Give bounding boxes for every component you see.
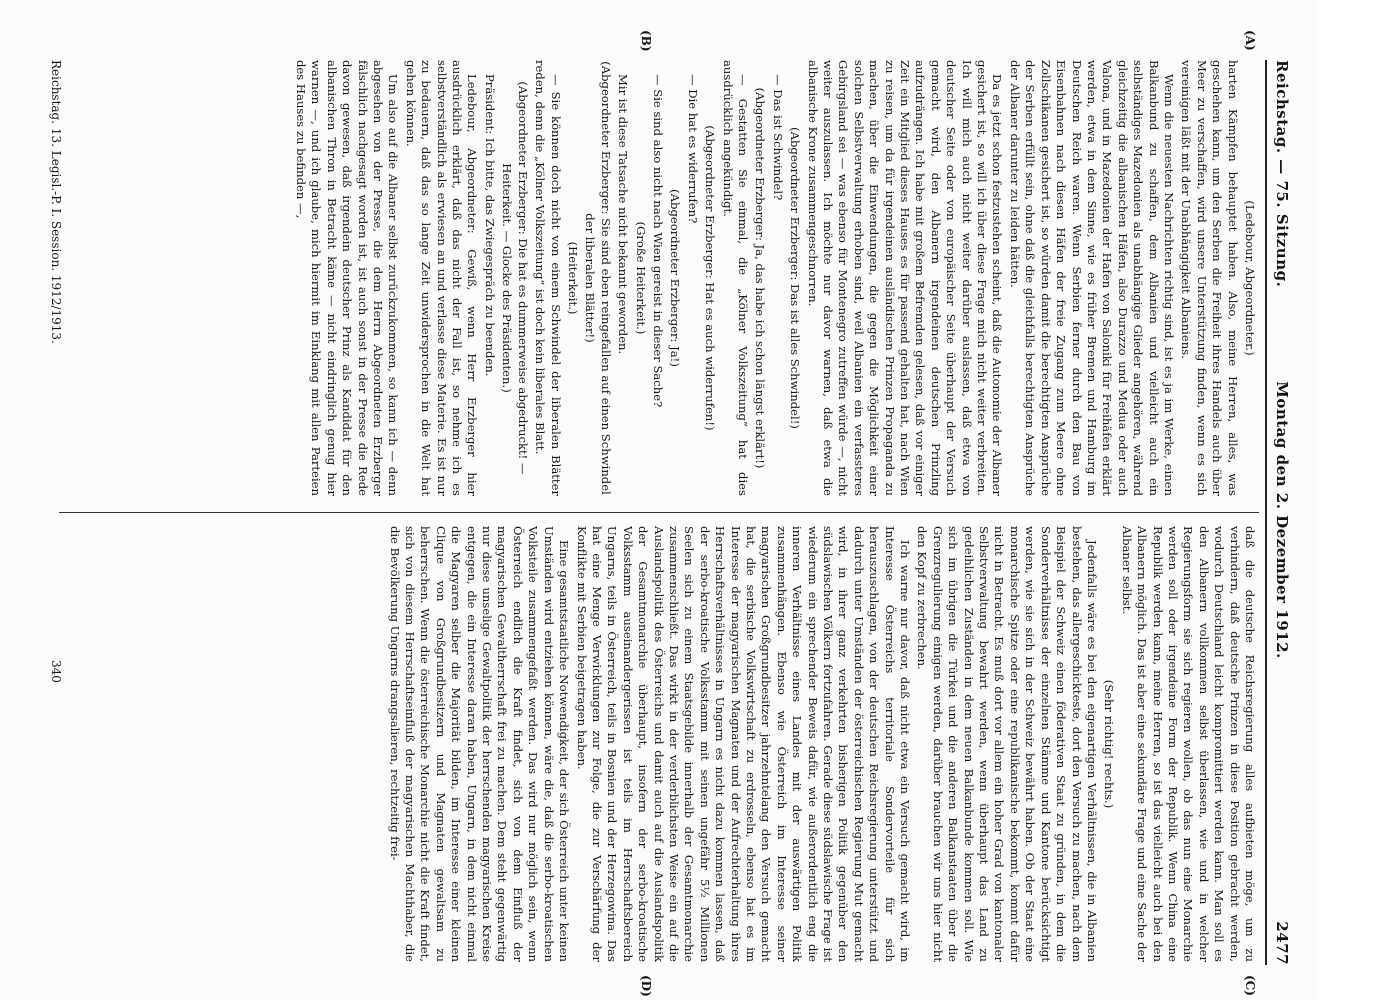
interjection: (Abgeordneter Erzberger: Ja, das habe ich schon längst erklärt!) — [753, 87, 768, 469]
column-divider — [59, 512, 1259, 513]
paragraph: Um also auf die Albaner selbst zurückzukommen, so kann ich — denn abgesehen von der Presse, die dem Herrn Abgeordneten Erzberger fälschlich nachgesagt worden ist, ist auch sonst in der Presse die Rede davon gewesen, daß irgendein deutscher Prinz als Kandidat für den albanischen Thron in Betracht käme — nicht eindringlich genug hier warnen —, und ich glaube, mich hiermit im Einklang mit allen Parteien des Hauses zu befinden —, — [294, 60, 401, 496]
page-header — [1265, 60, 1293, 965]
page-frame — [23, 30, 1293, 997]
interjection: (Abgeordneter Erzberger: Sie sind eben reingefallen auf einen Schwindel der liberalen Blätter!) — [583, 61, 613, 495]
paragraph: Mir ist diese Tatsache nicht bekannt geworden. — [616, 74, 631, 355]
margin-mark-b: (B) — [639, 30, 653, 52]
paragraph: — Sie können doch nicht von einem Schwindel der liberalen Blätter reden, denn die „Kölner Volkszeitung“ ist doch kein liberales Blatt. — [533, 60, 563, 496]
footer-number: 340 — [49, 660, 63, 683]
margin-mark-a: (A) — [1243, 30, 1257, 51]
paragraph: — Das ist Schwindel? — [770, 74, 785, 201]
paragraph: — Die hat es widerrufen? — [685, 74, 700, 224]
paragraph: daß die deutsche Reichsregierung alles aufbieten möge, um zu verhindern, daß deutsche Prinzen in diese Position gebracht werden, wodurch Deutschland leicht kompromittiert werden kann. Man soll es den Albanern vollkommen selbst überlassen, wie und in welcher Regierungsform sie sich regieren wollen, ob das nun eine Monarchie werden soll oder irgendeine Form der Republik. Wenn China eine Republik werden kann, meine Herren, so ist das vielleicht auch bei den Albanern möglich. Das ist aber eine sekundäre Frage und eine Sache der Albaner selbst. — [1119, 526, 1257, 962]
paragraph: Ledebour, Abgeordneter: Gewiß, wenn Herr Erzberger hier ausdrücklich erklärt, daß das nicht der Fall ist, so nehme ich es selbstverständlich als erwiesen an und verlasse diese Materie. Es ist nur zu bedauern, daß das so lange Zeit unwidersprochen in die Welt hat gehen können. — [403, 60, 480, 496]
header-left: Reichstag. — 75. Sitzung. — [1273, 60, 1291, 288]
paragraph: harten Kämpfen behauptet haben. Also, meine Herren, alles, was geschehen kann, um den Serben die Freiheit ihres Handels auch über Meer zu verschaffen, wird unsere Unterstützung finden, wenn es sich vereinigen läßt mit der Unabhängigkeit Albaniens. — [1179, 60, 1240, 496]
paragraph: Wenn die neuesten Nachrichten richtig sind, ist es ja im Werke, einen Balkanbund zu schaffen, dem Albanien und vielleicht auch ein selbständiges Mazedonien als unabhängige Glieder angehören, während gleichzeitig die albanischen Häfen, also Durazzo und Medua oder auch Valona, und in Mazedonien der Hafen von Saloniki für Freihäfen erklärt werden, etwa in dem Sinne, wie es früher Bremen und Hamburg im Deutschen Reich waren. Wenn Serbien ferner durch den Bau von Eisenbahnen nach diesen Häfen der freie Zugang zum Meere ohne Zollschikanen gesichert ist, so würden damit die berechtigten Ansprüche der Serben erfüllt sein, ohne daß die gleichfalls berechtigten Ansprüche der Albaner darunter zu leiden hätten. — [1007, 60, 1176, 496]
paragraph: Ich warne nur davor, daß nicht etwa ein Versuch gemacht wird, im Interesse Österreichs territoriale Sondervorteile für sich herauszuschlagen, von der deutschen Reichsregierung unterstützt und dadurch unter Umständen der österreichischen Regierung Mut gemacht wird, in ihrer ganz verkehrten bisherigen Politik gegenüber den südslawischen Völkern fortzufahren. Gerade diese südslawische Frage ist wiederum ein sprechender Beweis dafür, wie außerordentlich eng die inneren Verhältnisse eines Landes mit der auswärtigen Politik zusammenhängen. Ebenso wie Österreich im Interesse seiner magyarischen Großgrundbesitzer jahrzehntelang den Versuch gemacht hat, die serbische Volkswirtschaft zu erdrosseln, ebenso hat es im Interesse der magyarischen Magnaten und der Aufrechterhaltung ihres Herrschaftsverhältnisses in Ungarn es nicht dazu kommen lassen, daß der serbo-kroatische Volksstamm mit seinen ungefähr 5½ Millionen Seelen sich zu einem Staatsgebilde innerhalb der Gesamtmonarchie zusammenschließt. Das wirkt in der verderblichsten Weise ein auf die Auslandspolitik des Österreichs und damit auch auf die Auslandspolitik der Gesamtmonarchie überhaupt, insofern der serbo-kroatische Volksstamm auseinandergerissen ist teils im Herrschaftsbereich Ungarns, teils in Österreich, teils in Bosnien und der Herzegowina. Das hat eine Menge Verwicklungen zur Folge, die zur Verschärfung der Konflikte mit Serbien beigetragen haben. — [574, 526, 913, 962]
page-footer — [43, 60, 63, 965]
interjection: (Abgeordneter Erzberger: Das ist alles Schwindel!) — [788, 127, 803, 429]
paragraph: Jedenfalls wäre es bei den eigenartigen Verhältnissen, die in Albanien bestehen, das allergeschickteste, dort den Versuch zu machen, nach dem Beispiel der Schweiz einen föderativen Staat zu gründen, in dem die Sonderverhältnisse der einzelnen Stämme und Kantone berücksichtigt werden, wie sie sich in der Schweiz bewährt haben. Ob der Staat eine monarchische Spitze oder eine republikanische bekommt, kommt dafür nicht in Betracht. Es muß dort vor allem ein hoher Grad von kantonaler Selbstverwaltung bewahrt werden, wenn überhaupt das Land zu gedeihlichen Zuständen in dem neuen Balkanbunde kommen soll. Wie sich im übrigen die Türkei und die anderen Balkanstaaten über die Grenzregulierung einigen werden, darüber brauchen wir uns hier nicht den Kopf zu zerbrechen. — [915, 526, 1099, 962]
paragraph: Präsident: Ich bitte, das Zwiegespräch zu beenden. — [482, 74, 497, 377]
margin-mark-c: (C) — [1243, 975, 1257, 996]
interjection: (Abgeordneter Erzberger: Ja!) — [668, 189, 683, 367]
page-number: 2477 — [1273, 921, 1291, 965]
footer-session: Reichstag. 13. Legisl.-P. I. Session. 1912/1913. — [49, 60, 63, 344]
paragraph: — Gestatten Sie einmal, die „Kölner Volkszeitung“ hat dies ausdrücklich angekündigt. — [720, 60, 750, 496]
paragraph: Eine gesamtstaatliche Notwendigkeit, der sich Österreich unter keinen Umständen wird entziehen können, wäre die, daß die serbo-kroatischen Volksteile zusammengefaßt werden. Das wird nur möglich sein, wenn Österreich endlich die Kraft findet, sich von dem Einfluß der magyarischen Gewaltherrschaft frei zu machen. Dem steht gegenwärtig nur diese unselige Gewaltpolitik der herrschenden magyarischen Kreise entgegen, die ein Interesse daran haben, Ungarn, in dem nicht einmal die Magyaren selber die Majorität bilden, im Interesse einer kleinen Clique von Großgrundbesitzern und Magnaten gewaltsam zu beherrschen. Wenn die österreichische Monarchie nicht die Kraft findet, sich von diesem Herrschaftseinfluß der magyarischen Machthaber, die die Bevölkerung Ungarns drangsalieren, rechtzeitig frei- — [387, 526, 572, 962]
speaker-heading: (Ledebour, Abgeordneter.) — [1243, 200, 1257, 356]
paragraph: Da es jetzt schon festzustehen scheint, daß die Autonomie der Albaner gesichert ist, so will ich über diese Frage mich nicht weiter verbreiten. Ich will mich auch nicht weiter darüber auslassen, daß etwa von deutscher Seite oder von europäischer Seite überhaupt der Versuch gemacht wird, den Albanern irgendeinen deutschen Prinzling aufzudrängen. Ich habe mit großem Befremden gelesen, daß vor einiger Zeit ein Mitglied dieses Hauses es für passend gehalten hat, nach Wien zu reisen, um da für irgendeinen ausländischen Prinzen Propaganda zu machen, über die Einwendungen, die gegen die Möglichkeit einer solchen Selbstverwaltung erhoben sind, weil Albanien ein verfassteres Gebirgsland sei — was ebenso für Montenegro zutreffen würde —, nicht weiter auszulassen. Ich möchte nur davor warnen, daß etwa die albanische Krone zusammengeschnorren. — [805, 60, 1005, 496]
interjection: (Heiterkeit.) — [565, 241, 580, 315]
margin-mark-d: (D) — [639, 975, 653, 997]
header-date: Montag den 2. Dezember 1912. — [1273, 381, 1291, 659]
paragraph: — Sie sind also nicht nach Wien gereist in dieser Sache? — [650, 74, 665, 408]
interjection: (Sehr richtig! rechts.) — [1102, 679, 1117, 809]
interjection: (Abgeordneter Erzberger: Die hat es dummerweise abgedruckt! — Heiterkeit. — Glocke des Präsidenten.) — [500, 81, 530, 475]
interjection: (Große Heiterkeit.) — [633, 221, 648, 335]
interjection: (Abgeordneter Erzberger: Hat es auch widerrufen!) — [703, 125, 718, 431]
column-left — [77, 60, 1257, 496]
column-right — [77, 526, 1257, 962]
